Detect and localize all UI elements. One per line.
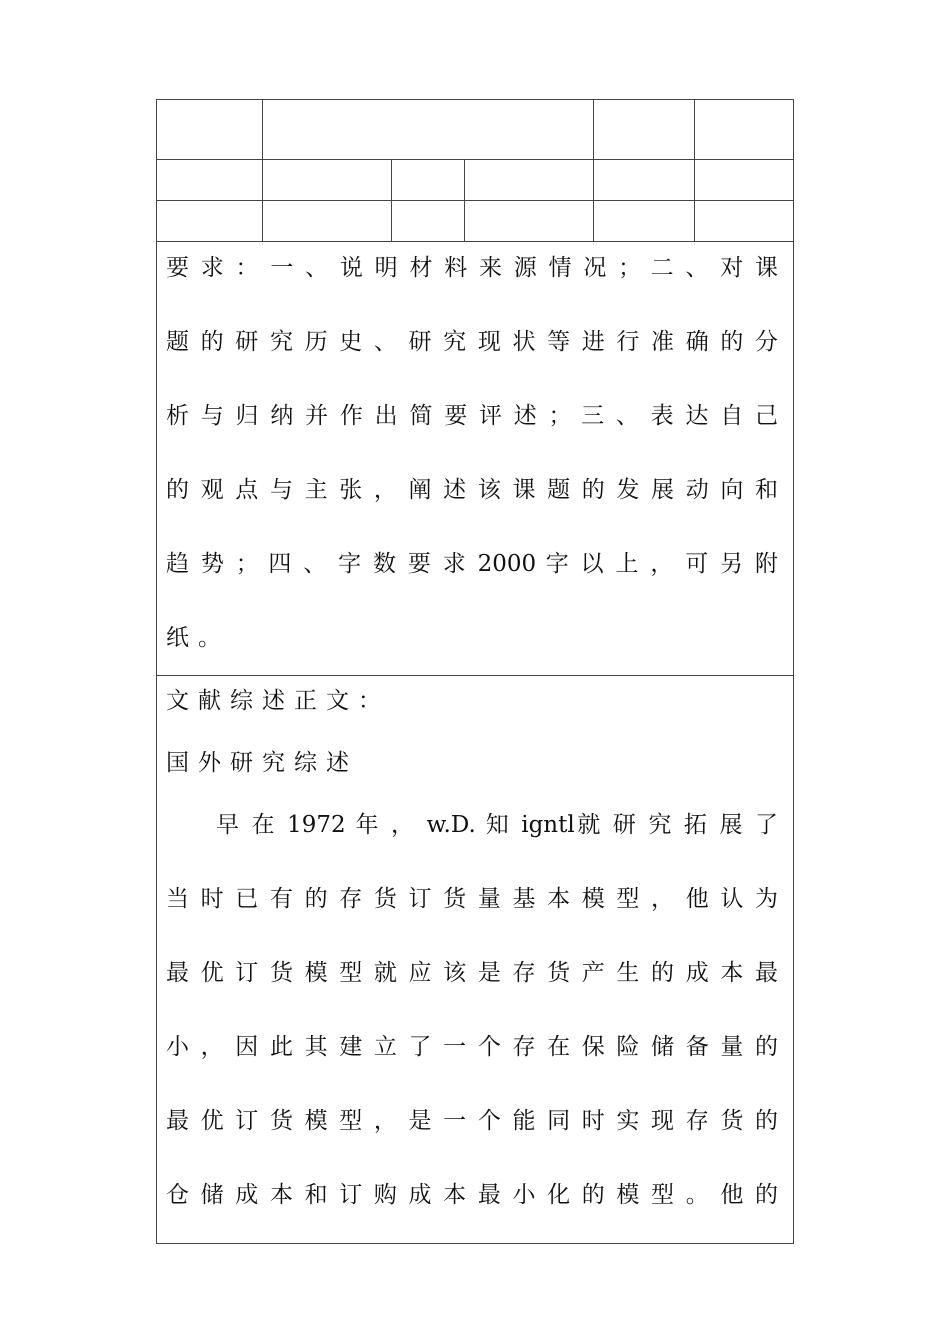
empty-cell-r1c3[interactable] [594,100,693,158]
requirements-line: 要 求 ： 一 、 说 明 材 料 来 源 情 况 ； 二 、 对 课 [166,255,778,281]
requirements-cell [166,243,778,687]
empty-cell-r1c2[interactable] [263,100,592,158]
row-divider-1 [156,159,794,160]
requirements-line: 纸。 [166,625,230,651]
requirements-line: 的 观 点 与 主 张 ， 阐 述 该 课 题 的 发 展 动 向 和 [166,477,778,503]
review-heading: 文献综述正文： [166,688,390,714]
paragraph-line: 小 ， 因 此 其 建 立 了 一 个 存 在 保 险 储 备 量 的 [166,1034,778,1060]
paragraph-line: 最 优 订 货 模 型 ， 是 一 个 能 同 时 实 现 存 货 的 [166,1108,778,1134]
paragraph-line: 当 时 已 有 的 存 货 订 货 量 基 本 模 型 ， 他 认 为 [166,886,778,912]
paragraph-line: 早 在 1972 年 ， w.D. 知 igntl就 研 究 拓 展 了 [216,812,778,838]
paragraph-line: 最 优 订 货 模 型 就 应 该 是 存 货 产 生 的 成 本 最 [166,960,778,986]
empty-cell-r1c4[interactable] [695,100,793,158]
requirements-line: 趋 势 ； 四 、 字 数 要 求 2000 字 以 上 ， 可 另 附 [166,551,778,577]
row-divider-2 [156,200,794,201]
row-divider-3 [156,241,794,242]
section-title: 国外研究综述 [166,750,358,776]
col-divider-d [391,159,392,241]
requirements-line: 析 与 归 纳 并 作 出 简 要 评 述 ； 三 、 表 达 自 己 [166,403,778,429]
col-divider-e [464,159,465,241]
review-cell [166,676,778,1244]
requirements-line: 题 的 研 究 历 史 、 研 究 现 状 等 进 行 准 确 的 分 [166,329,778,355]
paragraph-line: 仓 储 成 本 和 订 购 成 本 最 小 化 的 模 型 。 他 的 [166,1182,778,1208]
empty-cell-r1c1[interactable] [157,100,261,158]
